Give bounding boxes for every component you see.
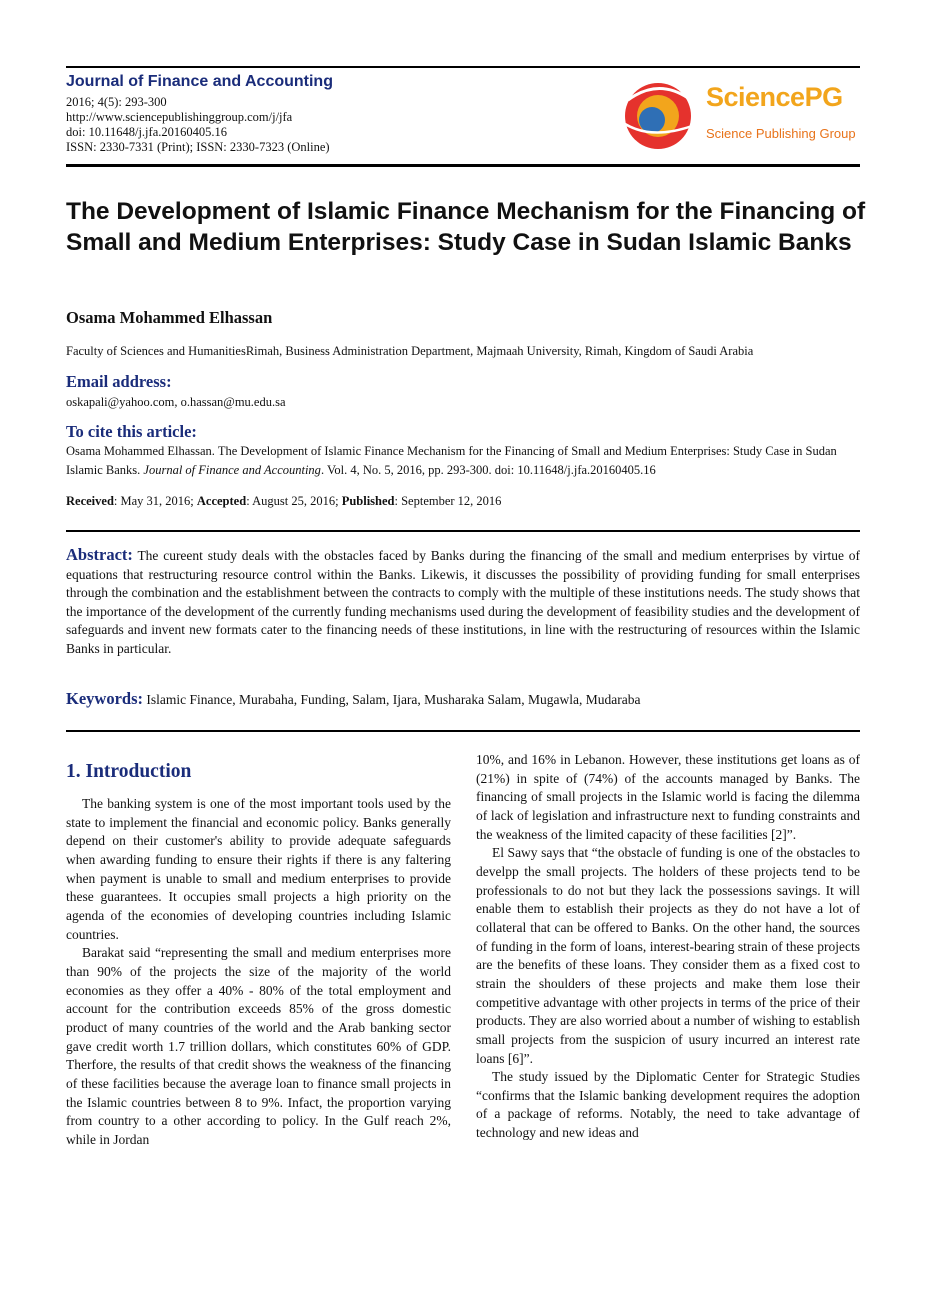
abstract-bottom-rule (66, 730, 860, 732)
published-date: : September 12, 2016 (394, 494, 502, 508)
sciencepg-logo-icon (622, 80, 698, 152)
header-rule (66, 164, 860, 167)
logo-name: SciencePG (706, 82, 843, 112)
paragraph: El Sawy says that “the obstacle of funding is one of the obstacles to develpp the small projects. The holders of these projects tend to be professionals to do not but they lack the possessions savings. It will enable them to establish their projects as they do not have a lot of collateral that can be offered to Banks. On the other hand, the sources of funding in the form of loans, interest-bearing strain of these projects are the benefits of these loans. They consider them as a fixed cost to strain the shoulders of these projects and make them lose their competitive advantage with other projects in terms of the price of their products. They are also worried about a number of wishing to establish small projects from the suspicion of usury incurred an interest rate loans [6]”. (476, 845, 860, 1066)
abstract-label: Abstract: (66, 545, 133, 564)
affiliation: Faculty of Sciences and HumanitiesRimah, Business Administration Department, Majmaah University, Rimah, Kingdom of Saudi Arabia (66, 344, 754, 358)
keywords-label: Keywords: (66, 689, 143, 708)
dates-line (66, 492, 866, 511)
email-heading: Email address: (66, 372, 172, 391)
cite-part1: Osama Mohammed Elhassan. The Development of Islamic Finance Mechanism for the Financing of Small and Medium Enterprises: Study Case in Sudan Islamic Banks. (66, 444, 837, 477)
author-name: Osama Mohammed Elhassan (66, 308, 273, 327)
citation (66, 442, 866, 479)
volume-pages: 2016; 4(5): 293-300 (66, 95, 167, 109)
paper-title: The Development of Islamic Finance Mechanism for the Financing of Small and Medium Enterprises: Study Case in Sudan Islamic Banks (66, 198, 866, 256)
left-column (66, 795, 451, 1149)
top-rule (66, 66, 860, 68)
published-label: Published (341, 494, 395, 508)
cite-journal: Journal of Finance and Accounting (143, 462, 321, 477)
email-addresses[interactable]: oskapali@yahoo.com, o.hassan@mu.edu.sa (66, 395, 286, 409)
paragraph: The study issued by the Diplomatic Center for Strategic Studies “confirms that the Islamic banking development requires the adoption of a package of reforms. Notably, the need to take advantage of technology and new ideas and (476, 1069, 860, 1141)
abstract-top-rule (66, 530, 860, 532)
journal-name: Journal of Finance and Accounting (66, 73, 333, 90)
paragraph: Barakat said “representing the small and medium enterprises more than 90% of the projects the size of the majority of the world economies as they offer a 40% - 80% of the total employment and account for the contribution exceeds 85% of the gross domestic product of many countries of the world and the Arab banking sector gave credit worth 1.7 trillion dollars, which constitutes 60% of GDP. Therfore, the results of that credit shows the weakness of the financing of these facilities because the average loan to finance small projects in the Islamic countries between 8 to 9%. Infact, the proportion varying from country to a other according to policy. In the Gulf reach 2%, while in Jordan (66, 945, 451, 1147)
section-heading-introduction: 1. Introduction (66, 761, 192, 782)
keywords (66, 689, 860, 709)
right-column (476, 751, 860, 1143)
keywords-text: Islamic Finance, Murabaha, Funding, Salam, Ijara, Musharaka Salam, Mugawla, Mudaraba (146, 692, 641, 707)
paragraph: 10%, and 16% in Lebanon. However, these institutions get loans as of (21%) in spite of (74%) of the accounts managed by Banks. The financing of small projects in the Islamic world is facing the dilemma of lack of legislation and infrastructure next to funding constraints and the weakness of the limited capacity of these facilities [2]”. (476, 752, 860, 842)
received-label: Received (66, 494, 114, 508)
paragraph: The banking system is one of the most important tools used by the state to implement the financial and economic policy. Banks generally depend on their customer's ability to provide adequate safeguards when awarding funding to ensure their rights if there is any faltering when payment is unable to small and medium enterprises to provide these guarantees. It occupies small projects a high priority on the agenda of the economies of developing countries including Islamic countries. (66, 796, 451, 942)
received-date: : May 31, 2016; (113, 494, 197, 508)
journal-url[interactable]: http://www.sciencepublishinggroup.com/j/jfa (66, 110, 293, 124)
cite-part2: . Vol. 4, No. 5, 2016, pp. 293-300. doi: 10.11648/j.jfa.20160405.16 (320, 462, 656, 477)
cite-heading: To cite this article: (66, 422, 197, 441)
accepted-date: : August 25, 2016; (246, 494, 342, 508)
doi: doi: 10.11648/j.jfa.20160405.16 (66, 125, 227, 139)
logo-subtitle: Science Publishing Group (706, 126, 856, 141)
abstract-text: The cureent study deals with the obstacles faced by Banks during the financing of the small and medium enterprises by virtue of equations that restructuring resource control within the Banks. Likewis, it discusses the possibility of providing funding for small enterprises through the combination and the establishment between the contracts to comply with the multiple of these institutions needs. The study shows that the importance of the development of the currently funding mechanisms used during the development of feasibility studies and the development of safeguards and invent new formats cater to the financing needs of these institutions, in line with the restructuring of resources within the Islamic Banks in particular. (66, 548, 860, 656)
abstract (66, 546, 860, 659)
issn: ISSN: 2330-7331 (Print); ISSN: 2330-7323 (Online) (66, 140, 330, 154)
accepted-label: Accepted (196, 494, 247, 508)
